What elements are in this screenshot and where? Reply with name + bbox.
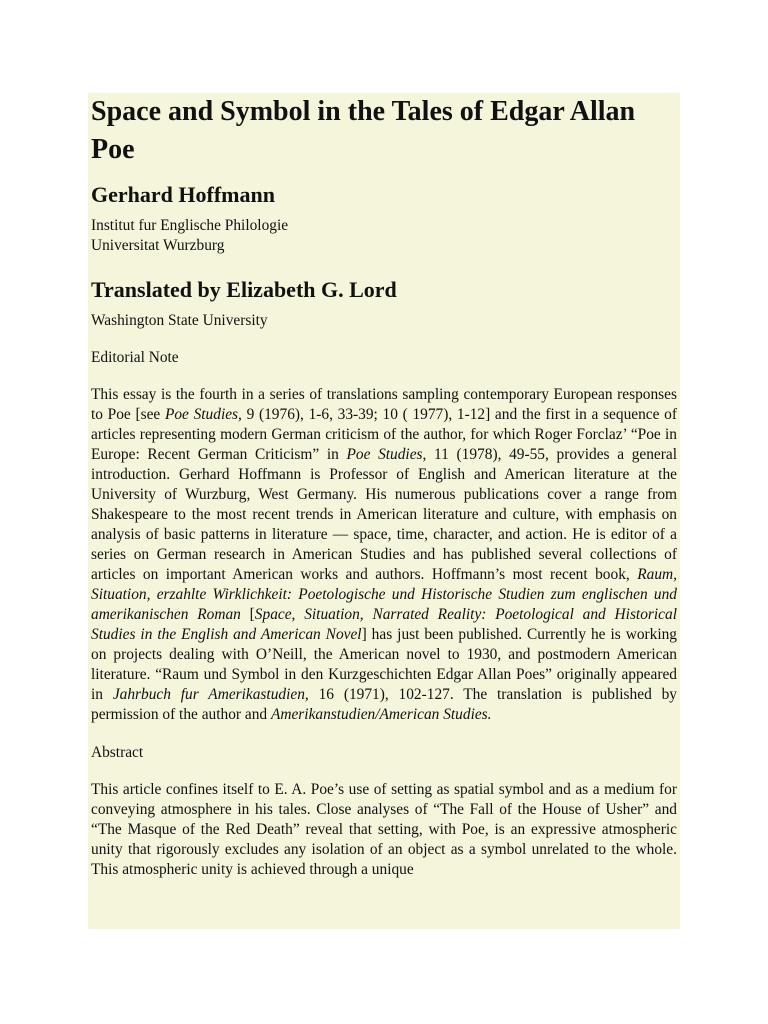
translator-affiliation: Washington State University — [91, 312, 268, 329]
text-run: 16 (1971), 102-127. The translation is published by permission of the author and — [91, 686, 677, 723]
text-run: 9 (1976), 1-6, 33-39; 10 ( 1977), 1-12] and the first in a sequence of articles representing modern German criticism of the author, for which Roger Forclaz’ “Poe in Europe: Recent German Criticism” in — [91, 406, 677, 463]
italic-run: Amerikanstudien/American Studies. — [270, 706, 492, 723]
affiliation-line-2: Universitat Wurzburg — [91, 237, 225, 254]
document-page — [88, 93, 680, 929]
document-title: Space and Symbol in the Tales of Edgar Allan Poe — [91, 96, 636, 165]
abstract-label: Abstract — [91, 744, 144, 761]
author-affiliation — [91, 216, 677, 256]
affiliation-line-1: Institut fur Englische Philologie — [91, 217, 289, 234]
abstract-paragraph: This article confines itself to E. A. Poe’s use of setting as spatial symbol and as a medium for conveying atmosphere in his tales. Close analyses of “The Fall of the House of Usher” and “The Masque of the Red Death” reveal that setting, with Poe, is an expressive atmospheric unity that rigorously excludes any isolation of an object as a symbol unrelated to the whole. This atmospheric unity is achieved through a unique — [91, 781, 677, 878]
text-run: ] has just been published. Currently he is working on projects dealing with O’Neill, the American novel to 1930, and postmodern American literature. “Raum und Symbol in den Kurzgeschichten Edgar Allan Poes” originally appeared in — [91, 626, 678, 703]
editorial-note-paragraph — [91, 385, 677, 725]
text-run: , 11 (1978), 49-55, provides a general introduction. Gerhard Hoffmann is Professor of English and American literature at the University of Wurzburg, West Germany. His numerous publications cover a range from Shakespeare to the most recent trends in American literature and culture, with emphasis on analysis of basic patterns in literature — space, time, character, and action. He is editor of a series on German research in American Studies and has published several collections of articles on important American works and authors. Hoffmann’s most recent book, — [91, 446, 677, 583]
editorial-note-label: Editorial Note — [91, 349, 179, 366]
author-name: Gerhard Hoffmann — [91, 182, 275, 207]
text-run: This essay is the fourth in a series of translations sampling contemporary European responses to Poe [see — [91, 386, 677, 423]
text-run: [ — [240, 606, 255, 623]
italic-run: Raum, Situation, erzahlte Wirklichkeit: Poetologische und Historische Studien zum englischen und amerikanischen Roman — [91, 566, 677, 623]
italic-run: Poe Studies, — [164, 406, 242, 423]
italic-run: Poe Studies — [346, 446, 423, 463]
document-content — [88, 93, 680, 880]
italic-run: Jahrbuch fur Amerikastudien, — [112, 686, 309, 703]
italic-run: Space, Situation, Narrated Reality: Poetological and Historical Studies in the English and American Novel — [91, 606, 677, 643]
translator-heading: Translated by Elizabeth G. Lord — [91, 277, 397, 302]
